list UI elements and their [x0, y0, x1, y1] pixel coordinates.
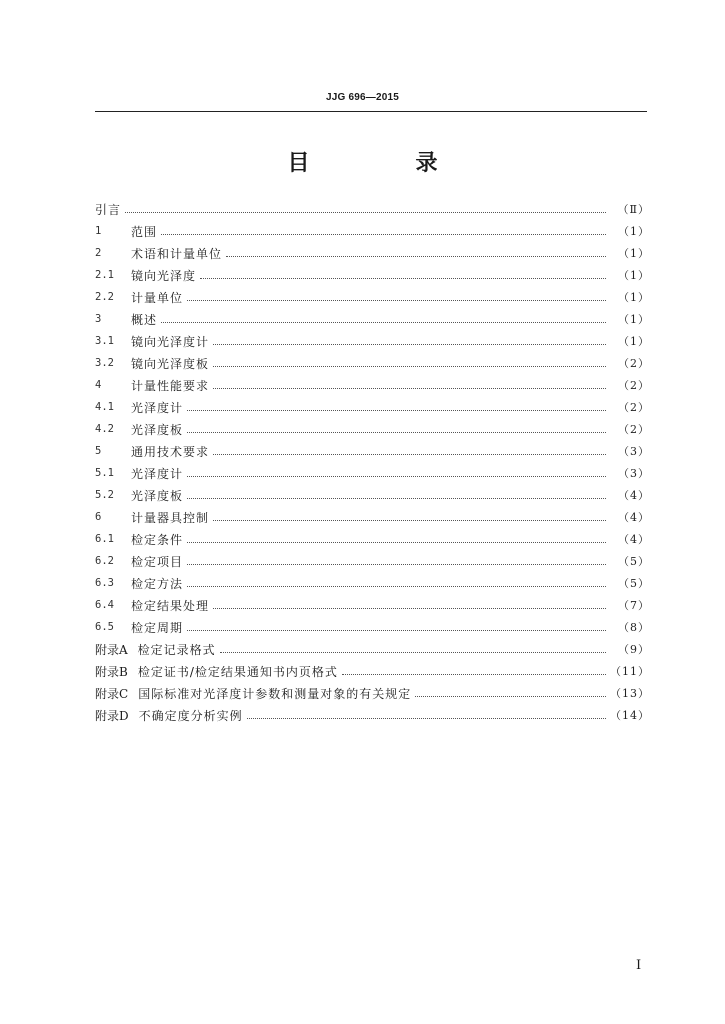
- toc-entry-label: 计量单位: [131, 290, 184, 305]
- toc-entry-page: （3）: [618, 445, 650, 458]
- toc-entry-number: 6.1: [95, 533, 114, 545]
- toc-dot-leader: [213, 599, 606, 611]
- toc-entry-page: （1）: [618, 225, 650, 238]
- toc-entry-number: 3: [95, 313, 102, 325]
- toc-dot-leader: [161, 313, 606, 325]
- page-number: I: [636, 958, 642, 973]
- toc-entry-page: （Ⅱ）: [617, 203, 650, 216]
- toc-dot-leader: [213, 445, 606, 457]
- toc-entry-number: 6.2: [95, 555, 114, 567]
- toc-entry-number: 5.2: [95, 489, 114, 501]
- toc-entry-page: （8）: [618, 621, 650, 634]
- toc-dot-leader: [213, 511, 606, 523]
- toc-entry-label: 光泽度板: [131, 488, 184, 503]
- toc-entry-label: 镜向光泽度: [131, 268, 197, 283]
- toc-entry-label: 范围: [131, 224, 158, 239]
- toc-entry-label: 检定方法: [131, 576, 184, 591]
- toc-entry-label: 检定项目: [131, 554, 184, 569]
- toc-entry[interactable]: [95, 418, 650, 440]
- toc-entry[interactable]: [95, 286, 650, 308]
- toc-entry[interactable]: [95, 352, 650, 374]
- toc-entry-page: （4）: [618, 533, 650, 546]
- toc-entry-label: 镜向光泽度计: [131, 334, 210, 349]
- toc-entry-label: 术语和计量单位: [131, 246, 223, 261]
- toc-entry[interactable]: [95, 682, 650, 704]
- toc-entry[interactable]: [95, 330, 650, 352]
- toc-entry[interactable]: [95, 704, 650, 726]
- toc-entry-page: （13）: [610, 687, 650, 700]
- toc-entry[interactable]: [95, 374, 650, 396]
- toc-entry[interactable]: [95, 506, 650, 528]
- toc-entry[interactable]: [95, 264, 650, 286]
- toc-dot-leader: [187, 621, 606, 633]
- toc-dot-leader: [187, 577, 606, 589]
- toc-entry[interactable]: [95, 396, 650, 418]
- toc-dot-leader: [415, 687, 606, 699]
- toc-entry-label: 计量性能要求: [131, 378, 210, 393]
- toc-entry-page: （1）: [618, 269, 650, 282]
- toc-entry-page: （7）: [618, 599, 650, 612]
- page-title: 目 录: [287, 151, 480, 176]
- toc-entry-label: 检定条件: [131, 532, 184, 547]
- toc-dot-leader: [187, 489, 606, 501]
- toc-entry[interactable]: [95, 616, 650, 638]
- header-rule: [95, 111, 647, 112]
- toc-entry-page: （1）: [618, 313, 650, 326]
- toc-dot-leader: [213, 357, 606, 369]
- toc-entry-label: 镜向光泽度板: [131, 356, 210, 371]
- toc-entry-page: （2）: [618, 379, 650, 392]
- toc-entry-number: 6.3: [95, 577, 114, 589]
- toc-dot-leader: [213, 379, 606, 391]
- toc-dot-leader: [247, 709, 606, 721]
- toc-entry-number: 2: [95, 247, 102, 259]
- toc-entry-number: 附录A: [95, 642, 128, 657]
- toc-entry-label: 检定结果处理: [131, 598, 210, 613]
- toc-entry-number: 2.2: [95, 291, 114, 303]
- toc-dot-leader: [161, 225, 606, 237]
- toc-dot-leader: [187, 467, 606, 479]
- toc-entry-label: 检定证书/检定结果通知书内页格式: [137, 664, 338, 679]
- toc-entry-page: （14）: [610, 709, 650, 722]
- toc-entry-label: 不确定度分析实例: [138, 708, 243, 723]
- running-header: JJG 696—2015: [325, 92, 399, 103]
- toc-entry[interactable]: [95, 528, 650, 550]
- toc-entry-label: 计量器具控制: [131, 510, 210, 525]
- toc-entry-number: 4.1: [95, 401, 114, 413]
- toc-entry[interactable]: [95, 220, 650, 242]
- toc-entry-label: 光泽度计: [131, 466, 184, 481]
- toc-entry-page: （4）: [618, 489, 650, 502]
- toc-entry-label: 光泽度计: [131, 400, 184, 415]
- toc-dot-leader: [187, 291, 606, 303]
- toc-entry[interactable]: [95, 638, 650, 660]
- toc-entry[interactable]: [95, 198, 650, 220]
- toc-entry-label: 通用技术要求: [131, 444, 210, 459]
- toc-entry-page: （2）: [618, 423, 650, 436]
- toc-entry-label: 检定记录格式: [137, 642, 216, 657]
- toc-entry-number: 6.4: [95, 599, 114, 611]
- toc-entry-page: （11）: [610, 665, 650, 678]
- toc-dot-leader: [125, 203, 606, 215]
- toc-entry-page: （2）: [618, 357, 650, 370]
- toc-entry-page: （3）: [618, 467, 650, 480]
- toc-entry-page: （2）: [618, 401, 650, 414]
- toc-dot-leader: [187, 555, 606, 567]
- toc-dot-leader: [213, 335, 606, 347]
- toc-dot-leader: [187, 423, 606, 435]
- toc-entry[interactable]: [95, 594, 650, 616]
- toc-entry-number: 附录D: [95, 708, 129, 723]
- toc-entry-number: 3.1: [95, 335, 114, 347]
- toc-entry[interactable]: [95, 308, 650, 330]
- toc-entry[interactable]: [95, 242, 650, 264]
- toc-entry-number: 3.2: [95, 357, 114, 369]
- toc-entry-label: 检定周期: [131, 620, 184, 635]
- toc-entry-label: 引言: [95, 202, 122, 217]
- toc-entry[interactable]: [95, 572, 650, 594]
- toc-entry-label: 国际标准对光泽度计参数和测量对象的有关规定: [138, 686, 412, 701]
- toc-entry-page: （5）: [618, 577, 650, 590]
- toc-dot-leader: [200, 269, 606, 281]
- toc-entry-number: 4.2: [95, 423, 114, 435]
- toc-entry-label: 光泽度板: [131, 422, 184, 437]
- toc-entry-number: 6.5: [95, 621, 114, 633]
- toc-entry-number: 1: [95, 225, 102, 237]
- toc-entry[interactable]: [95, 660, 650, 682]
- toc-entry-page: （1）: [618, 247, 650, 260]
- toc-entry-label: 概述: [131, 312, 158, 327]
- toc-entry[interactable]: [95, 462, 650, 484]
- toc-dot-leader: [187, 401, 606, 413]
- toc-entry-number: 6: [95, 511, 102, 523]
- toc-entry-page: （1）: [618, 335, 650, 348]
- toc-entry-page: （9）: [618, 643, 650, 656]
- toc-dot-leader: [187, 533, 606, 545]
- toc-entry-number: 附录C: [95, 686, 129, 701]
- toc-dot-leader: [342, 665, 606, 677]
- toc-entry-number: 2.1: [95, 269, 114, 281]
- toc-entry-page: （5）: [618, 555, 650, 568]
- toc-entry-page: （4）: [618, 511, 650, 524]
- toc-entry[interactable]: [95, 550, 650, 572]
- toc-entry[interactable]: [95, 484, 650, 506]
- toc-dot-leader: [226, 247, 606, 259]
- toc-entry[interactable]: [95, 440, 650, 462]
- toc-dot-leader: [220, 643, 606, 655]
- toc-entry-number: 5: [95, 445, 102, 457]
- toc-entry-number: 附录B: [95, 664, 128, 679]
- toc-entry-number: 4: [95, 379, 102, 391]
- toc-entry-number: 5.1: [95, 467, 114, 479]
- table-of-contents: [95, 198, 650, 726]
- toc-entry-page: （1）: [618, 291, 650, 304]
